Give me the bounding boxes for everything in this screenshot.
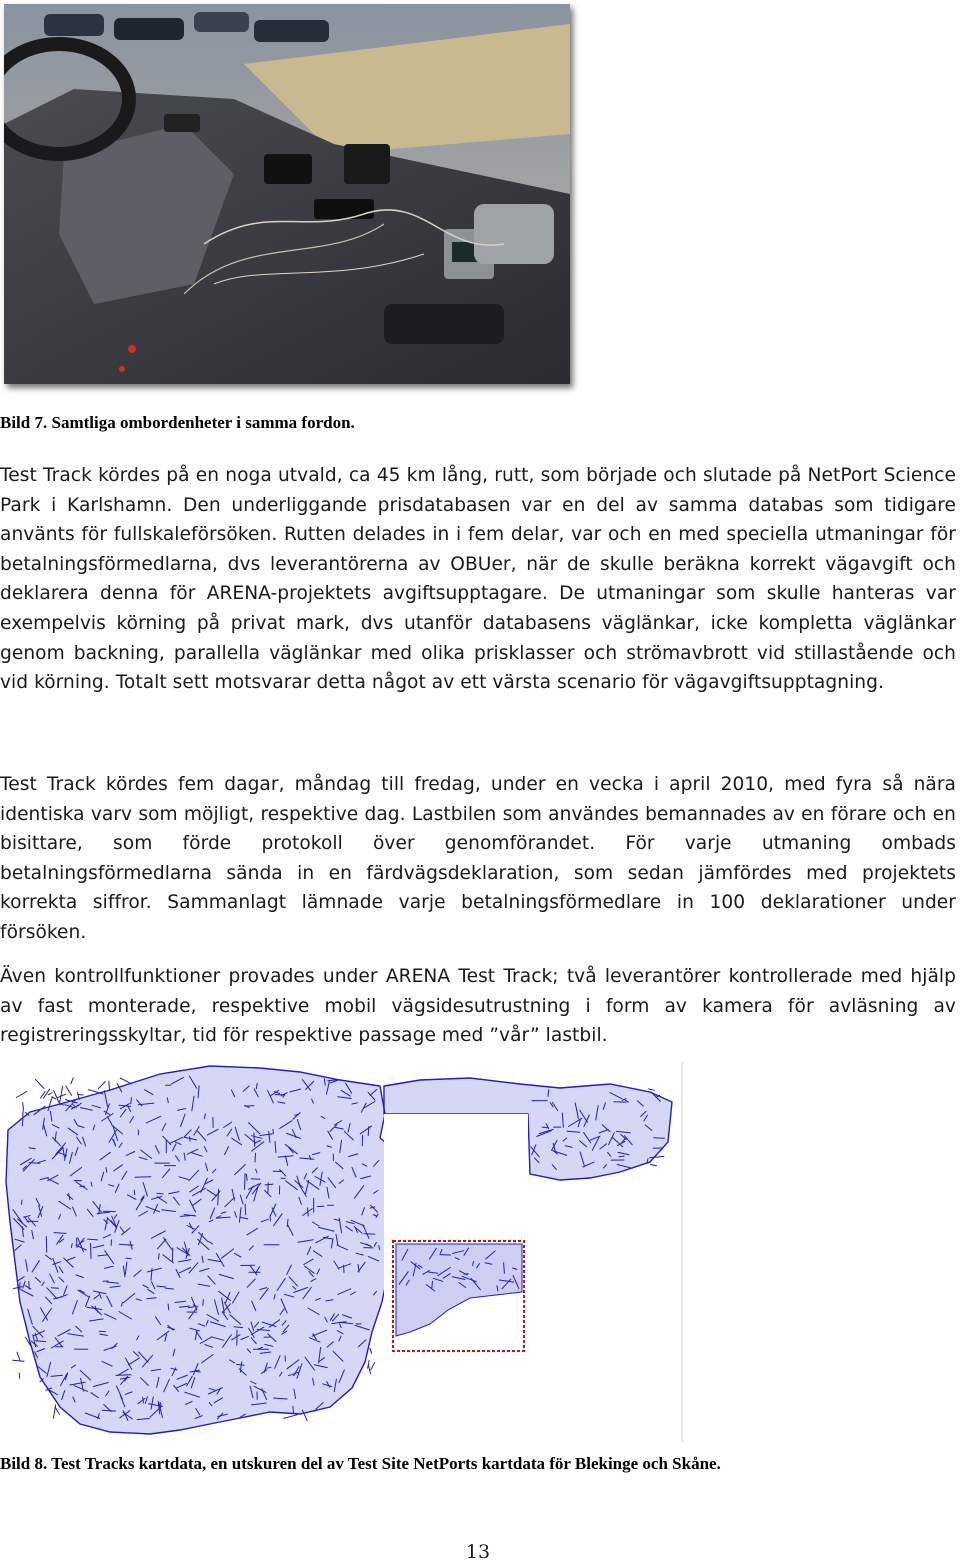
page-number: 13 bbox=[465, 1541, 491, 1563]
figure-8-caption: Bild 8. Test Tracks kartdata, en utskuren del av Test Site NetPorts kartdata för Blekinge och Skåne. bbox=[0, 1454, 721, 1473]
test-track-inset bbox=[393, 1241, 524, 1351]
truck-dashboard-photo bbox=[4, 4, 570, 384]
paragraph-test-track-route: Test Track kördes på en noga utvald, ca 45 km lång, rutt, som började och slutade på NetPort Science Park i Karlshamn. Den underliggande prisdatabasen var en del av samma databas som tidigare använts för fullskaleförsöken. Rutten delades in i fem delar, var och en med speciella utmaningar för betalningsförmedlarna, dvs leverantörerna av OBUer, när de skulle beräkna korrekt vägavgift och deklarera denna för ARENA-projektets avgiftsupptagare. De utmaningar som skulle hanteras var exempelvis körning på privat mark, dvs utanför databasens väglänkar, icke kompletta väglänkar genom backning, parallella väglänkar med olika prisklasser och strömavbrott vid stillastående och vid körning. Totalt sett motsvarar detta något av ett värsta scenario för vägavgiftsupptagning. bbox=[0, 465, 956, 694]
figure-7-caption: Bild 7. Samtliga ombordenheter i samma fordon. bbox=[0, 413, 355, 432]
paragraph-control-functions: Även kontrollfunktioner provades under ARENA Test Track; två leverantörer kontrollerade med hjälp av fast monterade, respektive mobil vägsidesutrustning i form av kamera för avläsning av registreringsskyltar, tid för respektive passage med ”vår” lastbil. bbox=[0, 966, 956, 1047]
road-network-map bbox=[0, 1062, 684, 1442]
paragraph-test-track-schedule: Test Track kördes fem dagar, måndag till fredag, under en vecka i april 2010, med fyra så nära identiska varv som möjligt, respektive dag. Lastbilen som användes bemannades av en förare och en bisittare, som förde protokoll över genomförandet. För varje utmaning ombads betalningsförmedlarna sända in en färdvägsdeklaration, som sedan jämfördes med projektets korrekta siffror. Sammanlagt lämnade varje betalningsförmedlare in 100 deklarationer under försöken. bbox=[0, 774, 956, 943]
